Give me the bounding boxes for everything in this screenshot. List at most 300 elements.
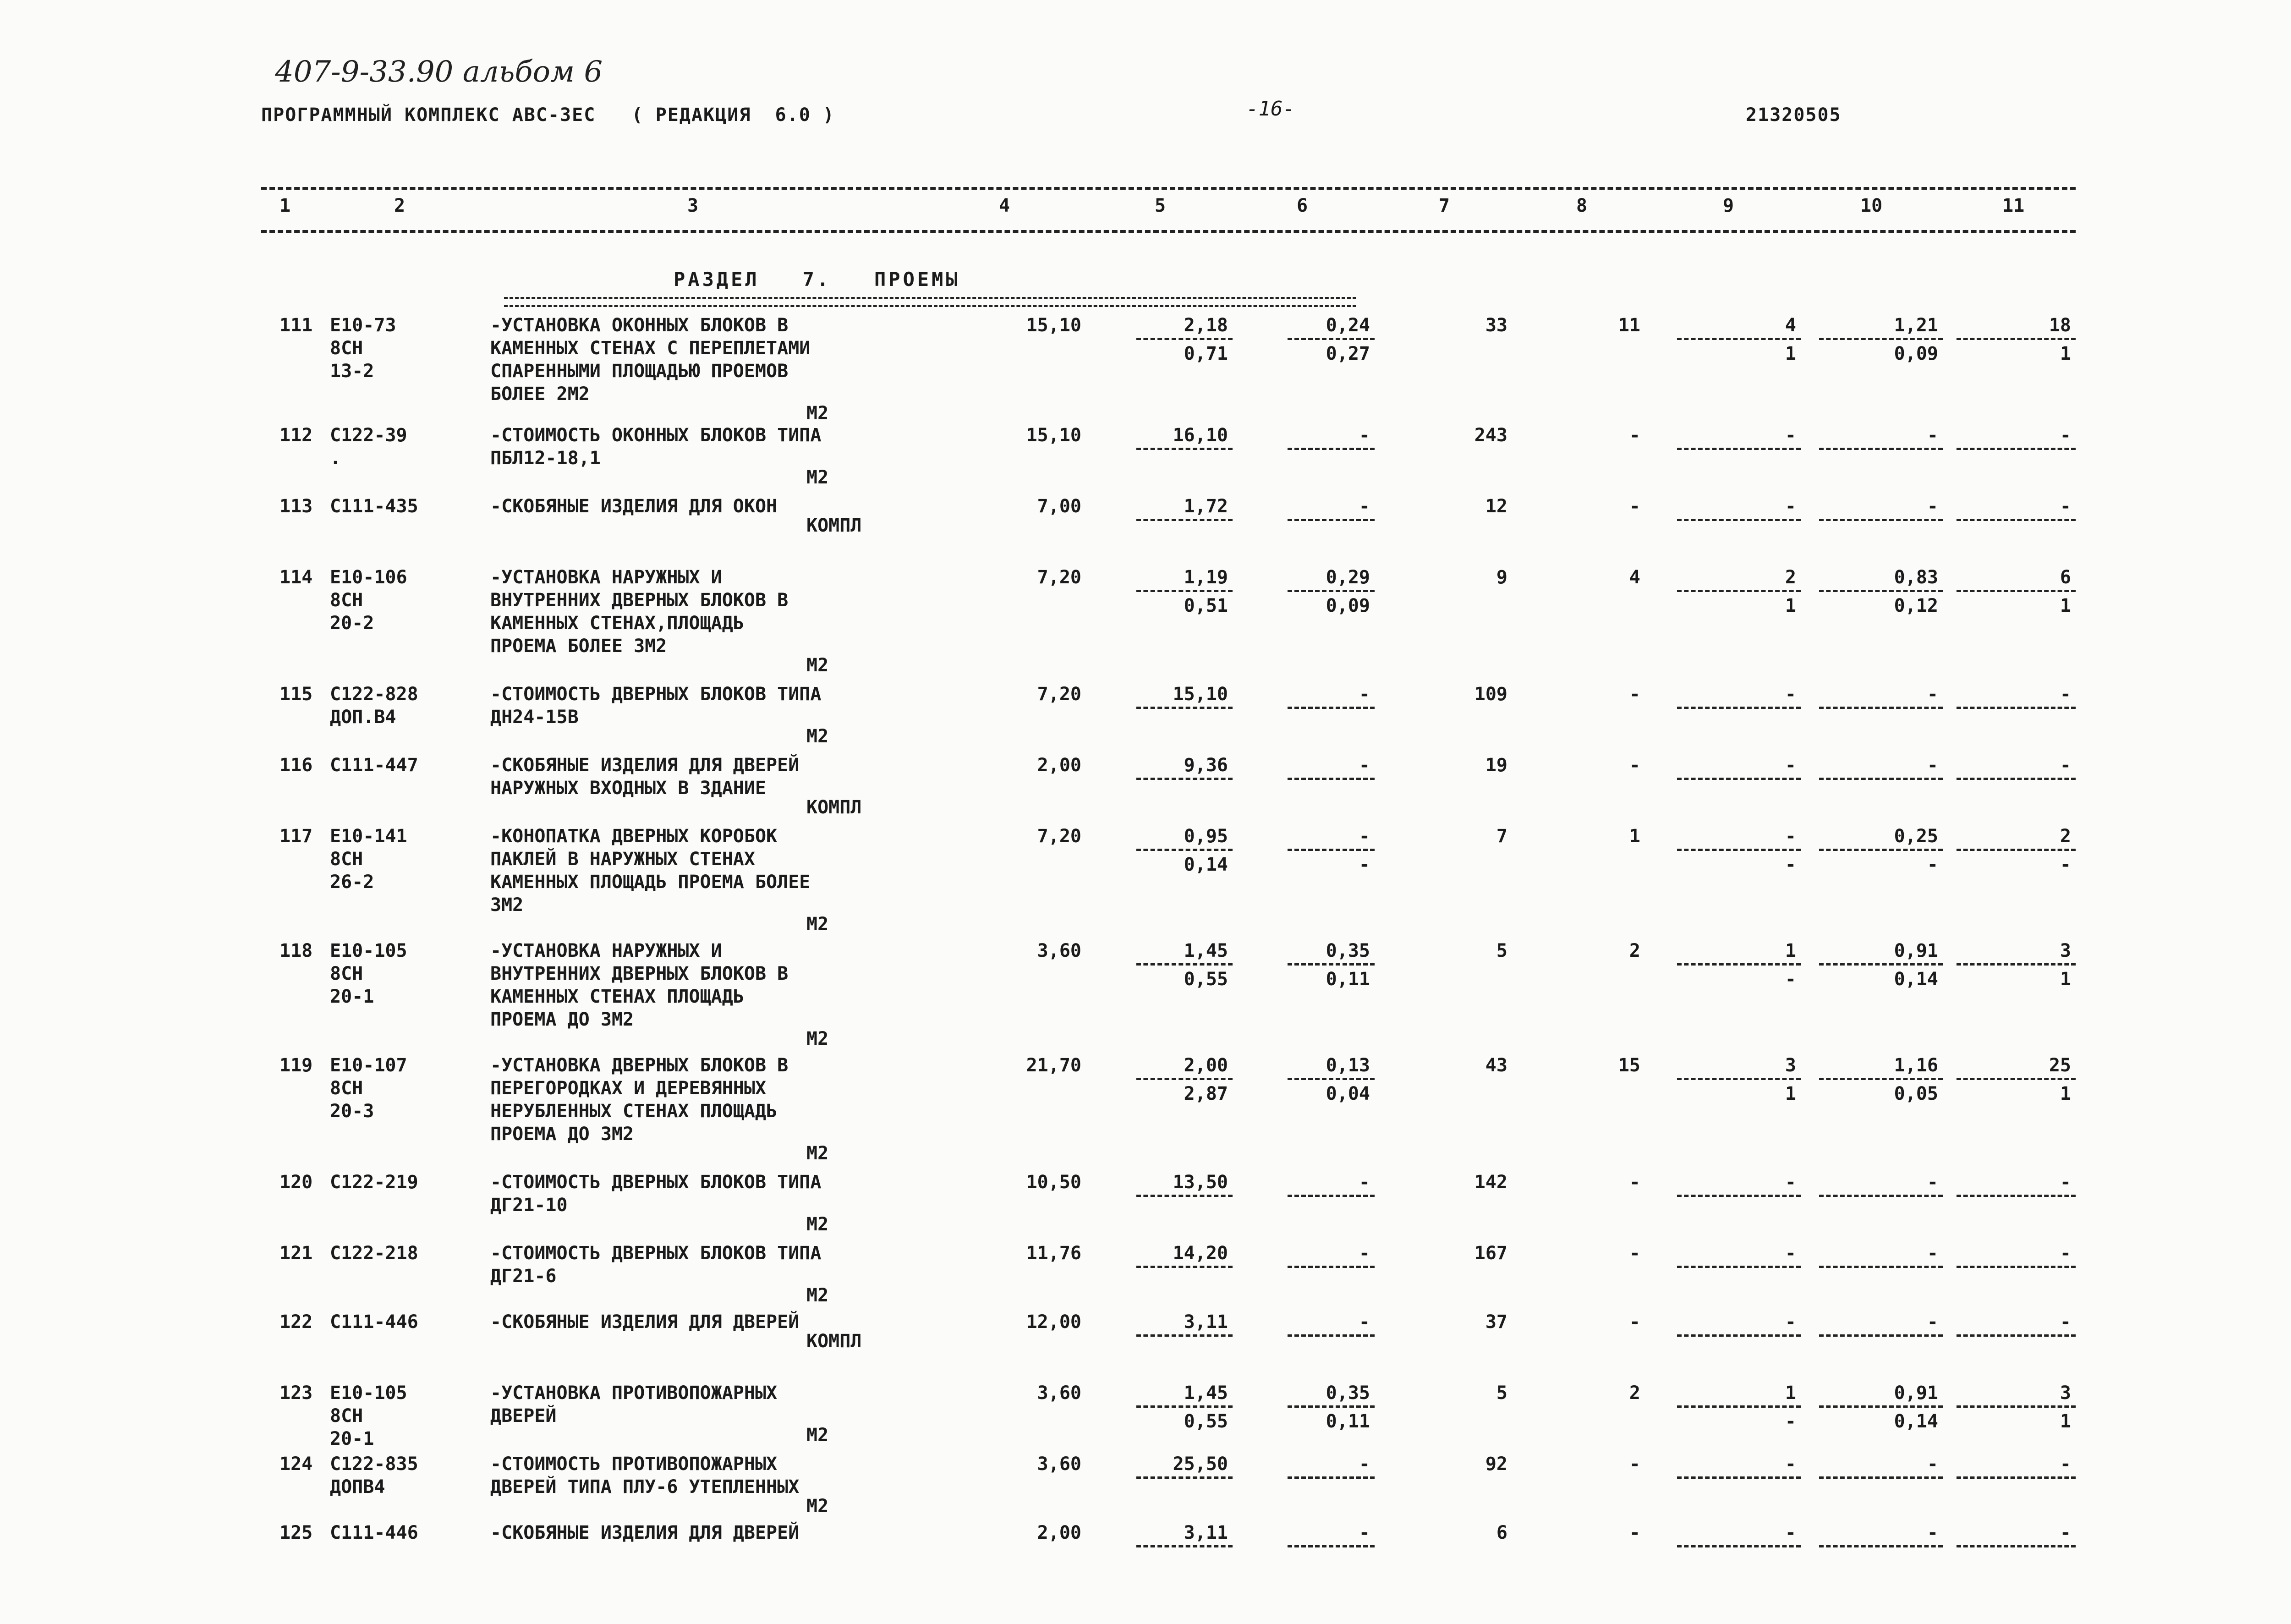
work-description: -СКОБЯНЫЕ ИЗДЕЛИЯ ДЛЯ ОКОН xyxy=(490,496,778,517)
column-8-value: - xyxy=(1629,684,1640,705)
rate-code: Е10-107 xyxy=(330,1055,407,1076)
row-number: 112 xyxy=(280,425,313,446)
value-separator xyxy=(1957,590,2076,592)
value-separator xyxy=(1288,590,1375,592)
rate-code: Е10-105 xyxy=(330,940,407,961)
value-c5: 14,20 xyxy=(1173,1243,1228,1264)
total-cost: 43 xyxy=(1485,1055,1507,1076)
unit-of-measure: КОМПЛ xyxy=(806,797,862,818)
value-separator xyxy=(1819,519,1943,521)
work-description: НАРУЖНЫХ ВХОДНЫХ В ЗДАНИЕ xyxy=(490,778,767,799)
value-separator xyxy=(1957,1078,2076,1080)
column-header-9: 9 xyxy=(1723,195,1734,216)
column-8-value: - xyxy=(1629,425,1640,446)
value-c11: - xyxy=(2060,1522,2071,1543)
value-separator xyxy=(1677,1266,1801,1268)
rate-code: С111-446 xyxy=(330,1522,418,1543)
value-c6-sub: 0,27 xyxy=(1326,343,1370,364)
row-number: 117 xyxy=(280,826,313,847)
rate-code: 8СН xyxy=(330,963,363,984)
work-description: -СКОБЯНЫЕ ИЗДЕЛИЯ ДЛЯ ДВЕРЕЙ xyxy=(490,755,800,776)
unit-of-measure: М2 xyxy=(806,726,829,747)
unit-of-measure: М2 xyxy=(806,1496,829,1517)
unit-of-measure: М2 xyxy=(806,1425,829,1446)
value-separator xyxy=(1677,778,1801,780)
value-separator xyxy=(1288,963,1375,966)
unit-of-measure: КОМПЛ xyxy=(806,515,862,536)
value-c6: - xyxy=(1359,1172,1370,1193)
value-c11-sub: - xyxy=(2060,854,2071,875)
value-separator xyxy=(1288,519,1375,521)
value-c6: - xyxy=(1359,1522,1370,1543)
value-separator xyxy=(1957,1545,2076,1547)
value-separator xyxy=(1957,1266,2076,1268)
value-c10: - xyxy=(1927,425,1938,446)
value-c10: 0,91 xyxy=(1894,940,1938,961)
value-c6: 0,35 xyxy=(1326,1383,1370,1404)
value-c5: 16,10 xyxy=(1173,425,1228,446)
rate-code: Е10-73 xyxy=(330,315,396,336)
column-header-10: 10 xyxy=(1860,195,1883,216)
value-separator xyxy=(1677,963,1801,966)
work-description: 3М2 xyxy=(490,894,524,916)
value-separator xyxy=(1136,590,1233,592)
value-c10-sub: - xyxy=(1927,854,1938,875)
work-description: ДВЕРЕЙ xyxy=(490,1405,557,1426)
rate-code: 8СН xyxy=(330,1405,363,1426)
value-separator xyxy=(1819,707,1943,709)
column-header-5: 5 xyxy=(1155,195,1166,216)
value-c10: - xyxy=(1927,1454,1938,1475)
value-separator xyxy=(1957,963,2076,966)
value-separator xyxy=(1288,1266,1375,1268)
value-c10: 0,25 xyxy=(1894,826,1938,847)
rate-code: 8СН xyxy=(330,338,363,359)
value-separator xyxy=(1288,1405,1375,1408)
column-8-value: 11 xyxy=(1618,315,1640,336)
program-line: ПРОГРАММНЫЙ КОМПЛЕКС АВС-3ЕС ( РЕДАКЦИЯ 6.0 ) xyxy=(261,104,835,126)
value-separator xyxy=(1136,778,1233,780)
value-c6: 0,29 xyxy=(1326,567,1370,588)
quantity: 7,00 xyxy=(1037,496,1081,517)
value-c6-sub: 0,09 xyxy=(1326,595,1370,616)
value-c5-sub: 0,71 xyxy=(1184,343,1228,364)
quantity: 21,70 xyxy=(1026,1055,1081,1076)
value-separator xyxy=(1136,1266,1233,1268)
rate-code: ДОПВ4 xyxy=(330,1476,385,1498)
value-separator xyxy=(1819,1545,1943,1547)
value-c11: 6 xyxy=(2060,567,2071,588)
work-description: КАМЕННЫХ СТЕНАХ С ПЕРЕПЛЕТАМИ xyxy=(490,338,811,359)
total-cost: 19 xyxy=(1485,755,1507,776)
value-c5-sub: 0,55 xyxy=(1184,969,1228,990)
value-c11: 18 xyxy=(2049,315,2071,336)
rate-code: ДОП.В4 xyxy=(330,707,396,728)
rate-code: 20-2 xyxy=(330,613,374,634)
unit-of-measure: М2 xyxy=(806,1028,829,1049)
value-c11: 25 xyxy=(2049,1055,2071,1076)
value-separator xyxy=(1136,1078,1233,1080)
rate-code: Е10-141 xyxy=(330,826,407,847)
value-separator xyxy=(1136,338,1233,340)
value-separator xyxy=(1957,707,2076,709)
value-separator xyxy=(1677,519,1801,521)
value-separator xyxy=(1819,590,1943,592)
rate-code: 26-2 xyxy=(330,872,374,893)
unit-of-measure: М2 xyxy=(806,1214,829,1235)
value-c9: - xyxy=(1785,1243,1796,1264)
value-c9: - xyxy=(1785,1522,1796,1543)
value-separator xyxy=(1819,778,1943,780)
rate-code: 8СН xyxy=(330,849,363,870)
work-description: -УСТАНОВКА НАРУЖНЫХ И xyxy=(490,940,722,961)
document-code: 21320505 xyxy=(1746,104,1842,126)
value-c6: - xyxy=(1359,826,1370,847)
work-description: -СТОИМОСТЬ ДВЕРНЫХ БЛОКОВ ТИПА xyxy=(490,1172,822,1193)
work-description: НЕРУБЛЕННЫХ СТЕНАХ ПЛОЩАДЬ xyxy=(490,1101,778,1122)
work-description: ПРОЕМА БОЛЕЕ 3М2 xyxy=(490,636,667,657)
value-separator xyxy=(1288,778,1375,780)
unit-of-measure: М2 xyxy=(806,1143,829,1164)
rate-code: Е10-105 xyxy=(330,1383,407,1404)
value-c6: - xyxy=(1359,425,1370,446)
column-header-6: 6 xyxy=(1297,195,1308,216)
work-description: СПАРЕННЫМИ ПЛОЩАДЬЮ ПРОЕМОВ xyxy=(490,361,789,382)
work-description: ВНУТРЕННИХ ДВЕРНЫХ БЛОКОВ В xyxy=(490,590,789,611)
rate-code: 20-1 xyxy=(330,986,374,1007)
quantity: 3,60 xyxy=(1037,940,1081,961)
value-c11: - xyxy=(2060,425,2071,446)
value-separator xyxy=(1136,849,1233,851)
row-number: 115 xyxy=(280,684,313,705)
value-separator xyxy=(1677,338,1801,340)
value-separator xyxy=(1288,1078,1375,1080)
value-c9-sub: - xyxy=(1785,1411,1796,1432)
total-cost: 9 xyxy=(1496,567,1507,588)
value-c6: 0,24 xyxy=(1326,315,1370,336)
value-c11: - xyxy=(2060,1243,2071,1264)
rate-code: С122-828 xyxy=(330,684,418,705)
column-8-value: - xyxy=(1629,496,1640,517)
rate-code: С111-446 xyxy=(330,1311,418,1333)
value-c10: 0,83 xyxy=(1894,567,1938,588)
quantity: 7,20 xyxy=(1037,826,1081,847)
work-description: КАМЕННЫХ СТЕНАХ,ПЛОЩАДЬ xyxy=(490,613,744,634)
value-c6: - xyxy=(1359,1243,1370,1264)
work-description: -КОНОПАТКА ДВЕРНЫХ КОРОБОК xyxy=(490,826,778,847)
value-separator xyxy=(1819,448,1943,450)
row-number: 113 xyxy=(280,496,313,517)
value-c10: 1,16 xyxy=(1894,1055,1938,1076)
value-separator xyxy=(1677,1476,1801,1479)
value-separator xyxy=(1957,448,2076,450)
total-cost: 109 xyxy=(1474,684,1507,705)
row-number: 119 xyxy=(280,1055,313,1076)
work-description: ДГ21-10 xyxy=(490,1195,568,1216)
value-c6: 0,35 xyxy=(1326,940,1370,961)
value-c6: - xyxy=(1359,496,1370,517)
value-separator xyxy=(1957,1334,2076,1337)
work-description: -УСТАНОВКА НАРУЖНЫХ И xyxy=(490,567,722,588)
value-c10-sub: 0,09 xyxy=(1894,343,1938,364)
unit-of-measure: М2 xyxy=(806,655,829,676)
top-rule xyxy=(261,187,2076,190)
value-c11: - xyxy=(2060,496,2071,517)
unit-of-measure: М2 xyxy=(806,914,829,935)
value-c5: 15,10 xyxy=(1173,684,1228,705)
work-description: -СКОБЯНЫЕ ИЗДЕЛИЯ ДЛЯ ДВЕРЕЙ xyxy=(490,1522,800,1543)
value-separator xyxy=(1288,849,1375,851)
value-c6-sub: 0,11 xyxy=(1326,1411,1370,1432)
value-c11: - xyxy=(2060,684,2071,705)
rate-code: 13-2 xyxy=(330,361,374,382)
rate-code: Е10-106 xyxy=(330,567,407,588)
unit-of-measure: КОМПЛ xyxy=(806,1331,862,1352)
value-c10: - xyxy=(1927,1172,1938,1193)
value-c5: 2,18 xyxy=(1184,315,1228,336)
value-c10: - xyxy=(1927,684,1938,705)
rate-code: С122-218 xyxy=(330,1243,418,1264)
quantity: 3,60 xyxy=(1037,1383,1081,1404)
value-c9: - xyxy=(1785,826,1796,847)
value-c5: 2,00 xyxy=(1184,1055,1228,1076)
value-separator xyxy=(1136,707,1233,709)
work-description: БОЛЕЕ 2М2 xyxy=(490,384,590,405)
section-title: РАЗДЕЛ 7. ПРОЕМЫ xyxy=(674,268,960,291)
value-c11: 3 xyxy=(2060,1383,2071,1404)
rate-code: 20-3 xyxy=(330,1101,374,1122)
handwritten-album-note: 407-9-33.90 альбом 6 xyxy=(275,55,603,89)
header-rule xyxy=(261,230,2076,233)
quantity: 3,60 xyxy=(1037,1454,1081,1475)
value-c11: - xyxy=(2060,1311,2071,1333)
column-header-2: 2 xyxy=(394,195,406,216)
quantity: 2,00 xyxy=(1037,755,1081,776)
value-separator xyxy=(1288,707,1375,709)
unit-of-measure: М2 xyxy=(806,403,829,424)
value-c9: - xyxy=(1785,1454,1796,1475)
total-cost: 5 xyxy=(1496,940,1507,961)
total-cost: 243 xyxy=(1474,425,1507,446)
value-c9: 2 xyxy=(1785,567,1796,588)
value-c6-sub: 0,11 xyxy=(1326,969,1370,990)
value-c9: - xyxy=(1785,1172,1796,1193)
value-separator xyxy=(1677,1405,1801,1408)
total-cost: 167 xyxy=(1474,1243,1507,1264)
quantity: 7,20 xyxy=(1037,567,1081,588)
work-description: ПАКЛЕЙ В НАРУЖНЫХ СТЕНАХ xyxy=(490,849,755,870)
value-separator xyxy=(1136,1405,1233,1408)
value-c10: 1,21 xyxy=(1894,315,1938,336)
rate-code: С122-219 xyxy=(330,1172,418,1193)
value-separator xyxy=(1819,1334,1943,1337)
value-c10: - xyxy=(1927,1243,1938,1264)
work-description: -СТОИМОСТЬ ДВЕРНЫХ БЛОКОВ ТИПА xyxy=(490,1243,822,1264)
value-separator xyxy=(1819,849,1943,851)
quantity: 7,20 xyxy=(1037,684,1081,705)
rate-code: С111-435 xyxy=(330,496,418,517)
row-number: 125 xyxy=(280,1522,313,1543)
work-description: ДГ21-6 xyxy=(490,1266,557,1287)
value-separator xyxy=(1957,1476,2076,1479)
unit-of-measure: М2 xyxy=(806,1285,829,1306)
column-header-8: 8 xyxy=(1576,195,1588,216)
value-separator xyxy=(1136,963,1233,966)
value-c5-sub: 0,14 xyxy=(1184,854,1228,875)
rate-code: С122-835 xyxy=(330,1454,418,1475)
value-separator xyxy=(1819,1266,1943,1268)
quantity: 11,76 xyxy=(1026,1243,1081,1264)
value-c5: 1,45 xyxy=(1184,940,1228,961)
work-description: -СТОИМОСТЬ ДВЕРНЫХ БЛОКОВ ТИПА xyxy=(490,684,822,705)
value-c6: 0,13 xyxy=(1326,1055,1370,1076)
value-separator xyxy=(1677,707,1801,709)
column-8-value: 2 xyxy=(1629,940,1640,961)
value-c5-sub: 2,87 xyxy=(1184,1083,1228,1104)
value-c10: 0,91 xyxy=(1894,1383,1938,1404)
column-header-4: 4 xyxy=(999,195,1010,216)
rate-code: 20-1 xyxy=(330,1428,374,1449)
value-c6-sub: 0,04 xyxy=(1326,1083,1370,1104)
value-c9: - xyxy=(1785,684,1796,705)
value-c6-sub: - xyxy=(1359,854,1370,875)
value-separator xyxy=(1957,1405,2076,1408)
total-cost: 5 xyxy=(1496,1383,1507,1404)
quantity: 2,00 xyxy=(1037,1522,1081,1543)
row-number: 121 xyxy=(280,1243,313,1264)
work-description: -СТОИМОСТЬ ПРОТИВОПОЖАРНЫХ xyxy=(490,1454,778,1475)
value-c10-sub: 0,14 xyxy=(1894,969,1938,990)
rate-code: 8СН xyxy=(330,1078,363,1099)
value-separator xyxy=(1136,448,1233,450)
value-separator xyxy=(1819,338,1943,340)
work-description: ПРОЕМА ДО 3М2 xyxy=(490,1124,634,1145)
value-separator xyxy=(1288,448,1375,450)
total-cost: 37 xyxy=(1485,1311,1507,1333)
row-number: 122 xyxy=(280,1311,313,1333)
total-cost: 7 xyxy=(1496,826,1507,847)
value-c9-sub: 1 xyxy=(1785,1083,1796,1104)
value-c5-sub: 0,55 xyxy=(1184,1411,1228,1432)
column-header-11: 11 xyxy=(2002,195,2025,216)
work-description: -СКОБЯНЫЕ ИЗДЕЛИЯ ДЛЯ ДВЕРЕЙ xyxy=(490,1311,800,1333)
value-c9: - xyxy=(1785,425,1796,446)
value-separator xyxy=(1288,1476,1375,1479)
value-separator xyxy=(1957,338,2076,340)
unit-of-measure: М2 xyxy=(806,467,829,488)
work-description: КАМЕННЫХ ПЛОЩАДЬ ПРОЕМА БОЛЕЕ xyxy=(490,872,811,893)
value-c10-sub: 0,14 xyxy=(1894,1411,1938,1432)
value-c11: - xyxy=(2060,1172,2071,1193)
value-c5: 3,11 xyxy=(1184,1522,1228,1543)
value-separator xyxy=(1677,1195,1801,1197)
value-separator xyxy=(1957,849,2076,851)
value-c9: 1 xyxy=(1785,940,1796,961)
rate-code: С111-447 xyxy=(330,755,418,776)
total-cost: 92 xyxy=(1485,1454,1507,1475)
value-c5: 1,72 xyxy=(1184,496,1228,517)
value-c9: - xyxy=(1785,1311,1796,1333)
rate-code: С122-39 xyxy=(330,425,407,446)
value-separator xyxy=(1677,448,1801,450)
total-cost: 142 xyxy=(1474,1172,1507,1193)
value-c11-sub: 1 xyxy=(2060,969,2071,990)
value-c9: 1 xyxy=(1785,1383,1796,1404)
column-8-value: - xyxy=(1629,1522,1640,1543)
value-c9-sub: 1 xyxy=(1785,595,1796,616)
value-separator xyxy=(1819,1078,1943,1080)
value-c9: - xyxy=(1785,496,1796,517)
value-separator xyxy=(1136,519,1233,521)
rate-code: 8СН xyxy=(330,590,363,611)
value-c9: 3 xyxy=(1785,1055,1796,1076)
section-underline xyxy=(504,297,1356,307)
value-c10: - xyxy=(1927,496,1938,517)
value-separator xyxy=(1957,519,2076,521)
column-header-1: 1 xyxy=(280,195,291,216)
value-c11-sub: 1 xyxy=(2060,1411,2071,1432)
work-description: КАМЕННЫХ СТЕНАХ ПЛОЩАДЬ xyxy=(490,986,744,1007)
work-description: -УСТАНОВКА ОКОННЫХ БЛОКОВ В xyxy=(490,315,789,336)
row-number: 111 xyxy=(280,315,313,336)
work-description: ДВЕРЕЙ ТИПА ПЛУ-6 УТЕПЛЕННЫХ xyxy=(490,1476,800,1498)
value-c9: - xyxy=(1785,755,1796,776)
quantity: 12,00 xyxy=(1026,1311,1081,1333)
total-cost: 33 xyxy=(1485,315,1507,336)
row-number: 116 xyxy=(280,755,313,776)
value-separator xyxy=(1677,849,1801,851)
row-number: 114 xyxy=(280,567,313,588)
value-separator xyxy=(1136,1334,1233,1337)
value-c9: 4 xyxy=(1785,315,1796,336)
page-number: -16- xyxy=(1246,97,1295,121)
column-8-value: 2 xyxy=(1629,1383,1640,1404)
value-c10-sub: 0,12 xyxy=(1894,595,1938,616)
value-c9-sub: - xyxy=(1785,969,1796,990)
value-c11-sub: 1 xyxy=(2060,343,2071,364)
value-separator xyxy=(1819,1476,1943,1479)
value-c10: - xyxy=(1927,755,1938,776)
value-c11-sub: 1 xyxy=(2060,1083,2071,1104)
value-c6: - xyxy=(1359,1454,1370,1475)
value-c9-sub: - xyxy=(1785,854,1796,875)
value-separator xyxy=(1136,1476,1233,1479)
value-c11: 2 xyxy=(2060,826,2071,847)
value-separator xyxy=(1677,1078,1801,1080)
value-separator xyxy=(1288,338,1375,340)
value-separator xyxy=(1819,963,1943,966)
total-cost: 6 xyxy=(1496,1522,1507,1543)
value-c11: - xyxy=(2060,755,2071,776)
quantity: 10,50 xyxy=(1026,1172,1081,1193)
column-8-value: - xyxy=(1629,1454,1640,1475)
value-c5: 0,95 xyxy=(1184,826,1228,847)
column-header-7: 7 xyxy=(1439,195,1450,216)
value-separator xyxy=(1136,1195,1233,1197)
row-number: 120 xyxy=(280,1172,313,1193)
value-separator xyxy=(1288,1545,1375,1547)
value-separator xyxy=(1819,1195,1943,1197)
value-separator xyxy=(1819,1405,1943,1408)
value-separator xyxy=(1677,1545,1801,1547)
row-number: 118 xyxy=(280,940,313,961)
value-c5: 9,36 xyxy=(1184,755,1228,776)
value-c11: - xyxy=(2060,1454,2071,1475)
value-c11-sub: 1 xyxy=(2060,595,2071,616)
value-c6: - xyxy=(1359,684,1370,705)
value-c10-sub: 0,05 xyxy=(1894,1083,1938,1104)
row-number: 124 xyxy=(280,1454,313,1475)
